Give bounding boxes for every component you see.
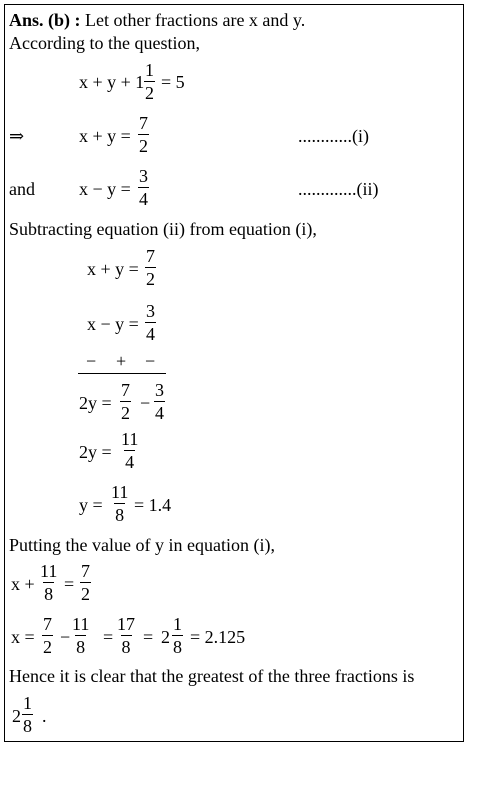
eq1-rhs: = 5 (161, 72, 185, 92)
eq1-fraction: $\frac{1}{2}$ (145, 60, 154, 103)
s3-minus: − (140, 393, 151, 413)
p1-fraction-2: $\frac{7}{2}$ (81, 561, 90, 604)
p2-fraction-4: $\frac{1}{8}$ (173, 614, 182, 657)
text-putting: Putting the value of y in equation (i), (9, 535, 275, 555)
eq2-tag: ............(i) (298, 126, 369, 146)
s3-fraction-2: $\frac{3}{4}$ (155, 380, 164, 423)
implies-arrow: ⇒ (9, 126, 25, 146)
text-hence: Hence it is clear that the greatest of the three fractions is (9, 666, 415, 686)
heading-text: Let other fractions are x and y. (85, 10, 306, 30)
eq2-fraction: $\frac{7}{2}$ (139, 113, 148, 156)
text-subtracting: Subtracting equation (ii) from equation (i), (9, 219, 317, 239)
p2-lhs: x = (11, 627, 35, 647)
s2-fraction: $\frac{3}{4}$ (146, 301, 155, 344)
answer-label: Ans. (b) (9, 10, 71, 30)
sign-minus-1: − (86, 351, 97, 371)
p2-rhs: = 2.125 (190, 627, 246, 647)
s3-lhs: 2y = (79, 393, 112, 413)
p2-fraction-2: $\frac{11}{8}$ (72, 614, 90, 657)
final-fraction: $\frac{1}{8}$ (23, 693, 32, 736)
s4-lhs: 2y = (79, 442, 112, 462)
p1-lhs: x + (11, 574, 35, 594)
sign-minus-2: − (145, 351, 156, 371)
p2-minus: − (60, 627, 71, 647)
text-according: According to the question, (9, 33, 200, 53)
s5-fraction: $\frac{11}{8}$ (111, 482, 129, 525)
s1-lhs: x + y = (87, 259, 139, 279)
p2-equals-1: = (103, 627, 114, 647)
s4-fraction: $\frac{11}{4}$ (121, 429, 139, 472)
s1-fraction: $\frac{7}{2}$ (146, 246, 155, 289)
eq3-tag: .............(ii) (298, 179, 379, 199)
p2-equals-2: = (143, 627, 154, 647)
eq1-lhs: x + y + 1 (79, 72, 145, 92)
p2-fraction-1: $\frac{7}{2}$ (43, 614, 52, 657)
eq2-lhs: x + y = (79, 126, 131, 146)
and-text: and (9, 179, 35, 199)
p2-whole: 2 (161, 627, 170, 647)
s3-fraction-1: $\frac{7}{2}$ (121, 380, 130, 423)
answer-heading: Ans. (b) : Let other fractions are x and y. (9, 10, 306, 30)
subtraction-rule (78, 373, 166, 374)
eq3-lhs: x − y = (79, 179, 131, 199)
final-whole: 2 (12, 706, 21, 726)
p2-fraction-3: $\frac{17}{8}$ (117, 614, 135, 657)
s5-rhs: = 1.4 (134, 495, 172, 515)
s5-lhs: y = (79, 495, 103, 515)
sign-plus: + (116, 351, 127, 371)
final-period: . (42, 706, 47, 726)
p1-equals: = (64, 574, 75, 594)
s2-lhs: x − y = (87, 314, 139, 334)
p1-fraction-1: $\frac{11}{8}$ (40, 561, 58, 604)
eq3-fraction: $\frac{3}{4}$ (139, 166, 148, 209)
